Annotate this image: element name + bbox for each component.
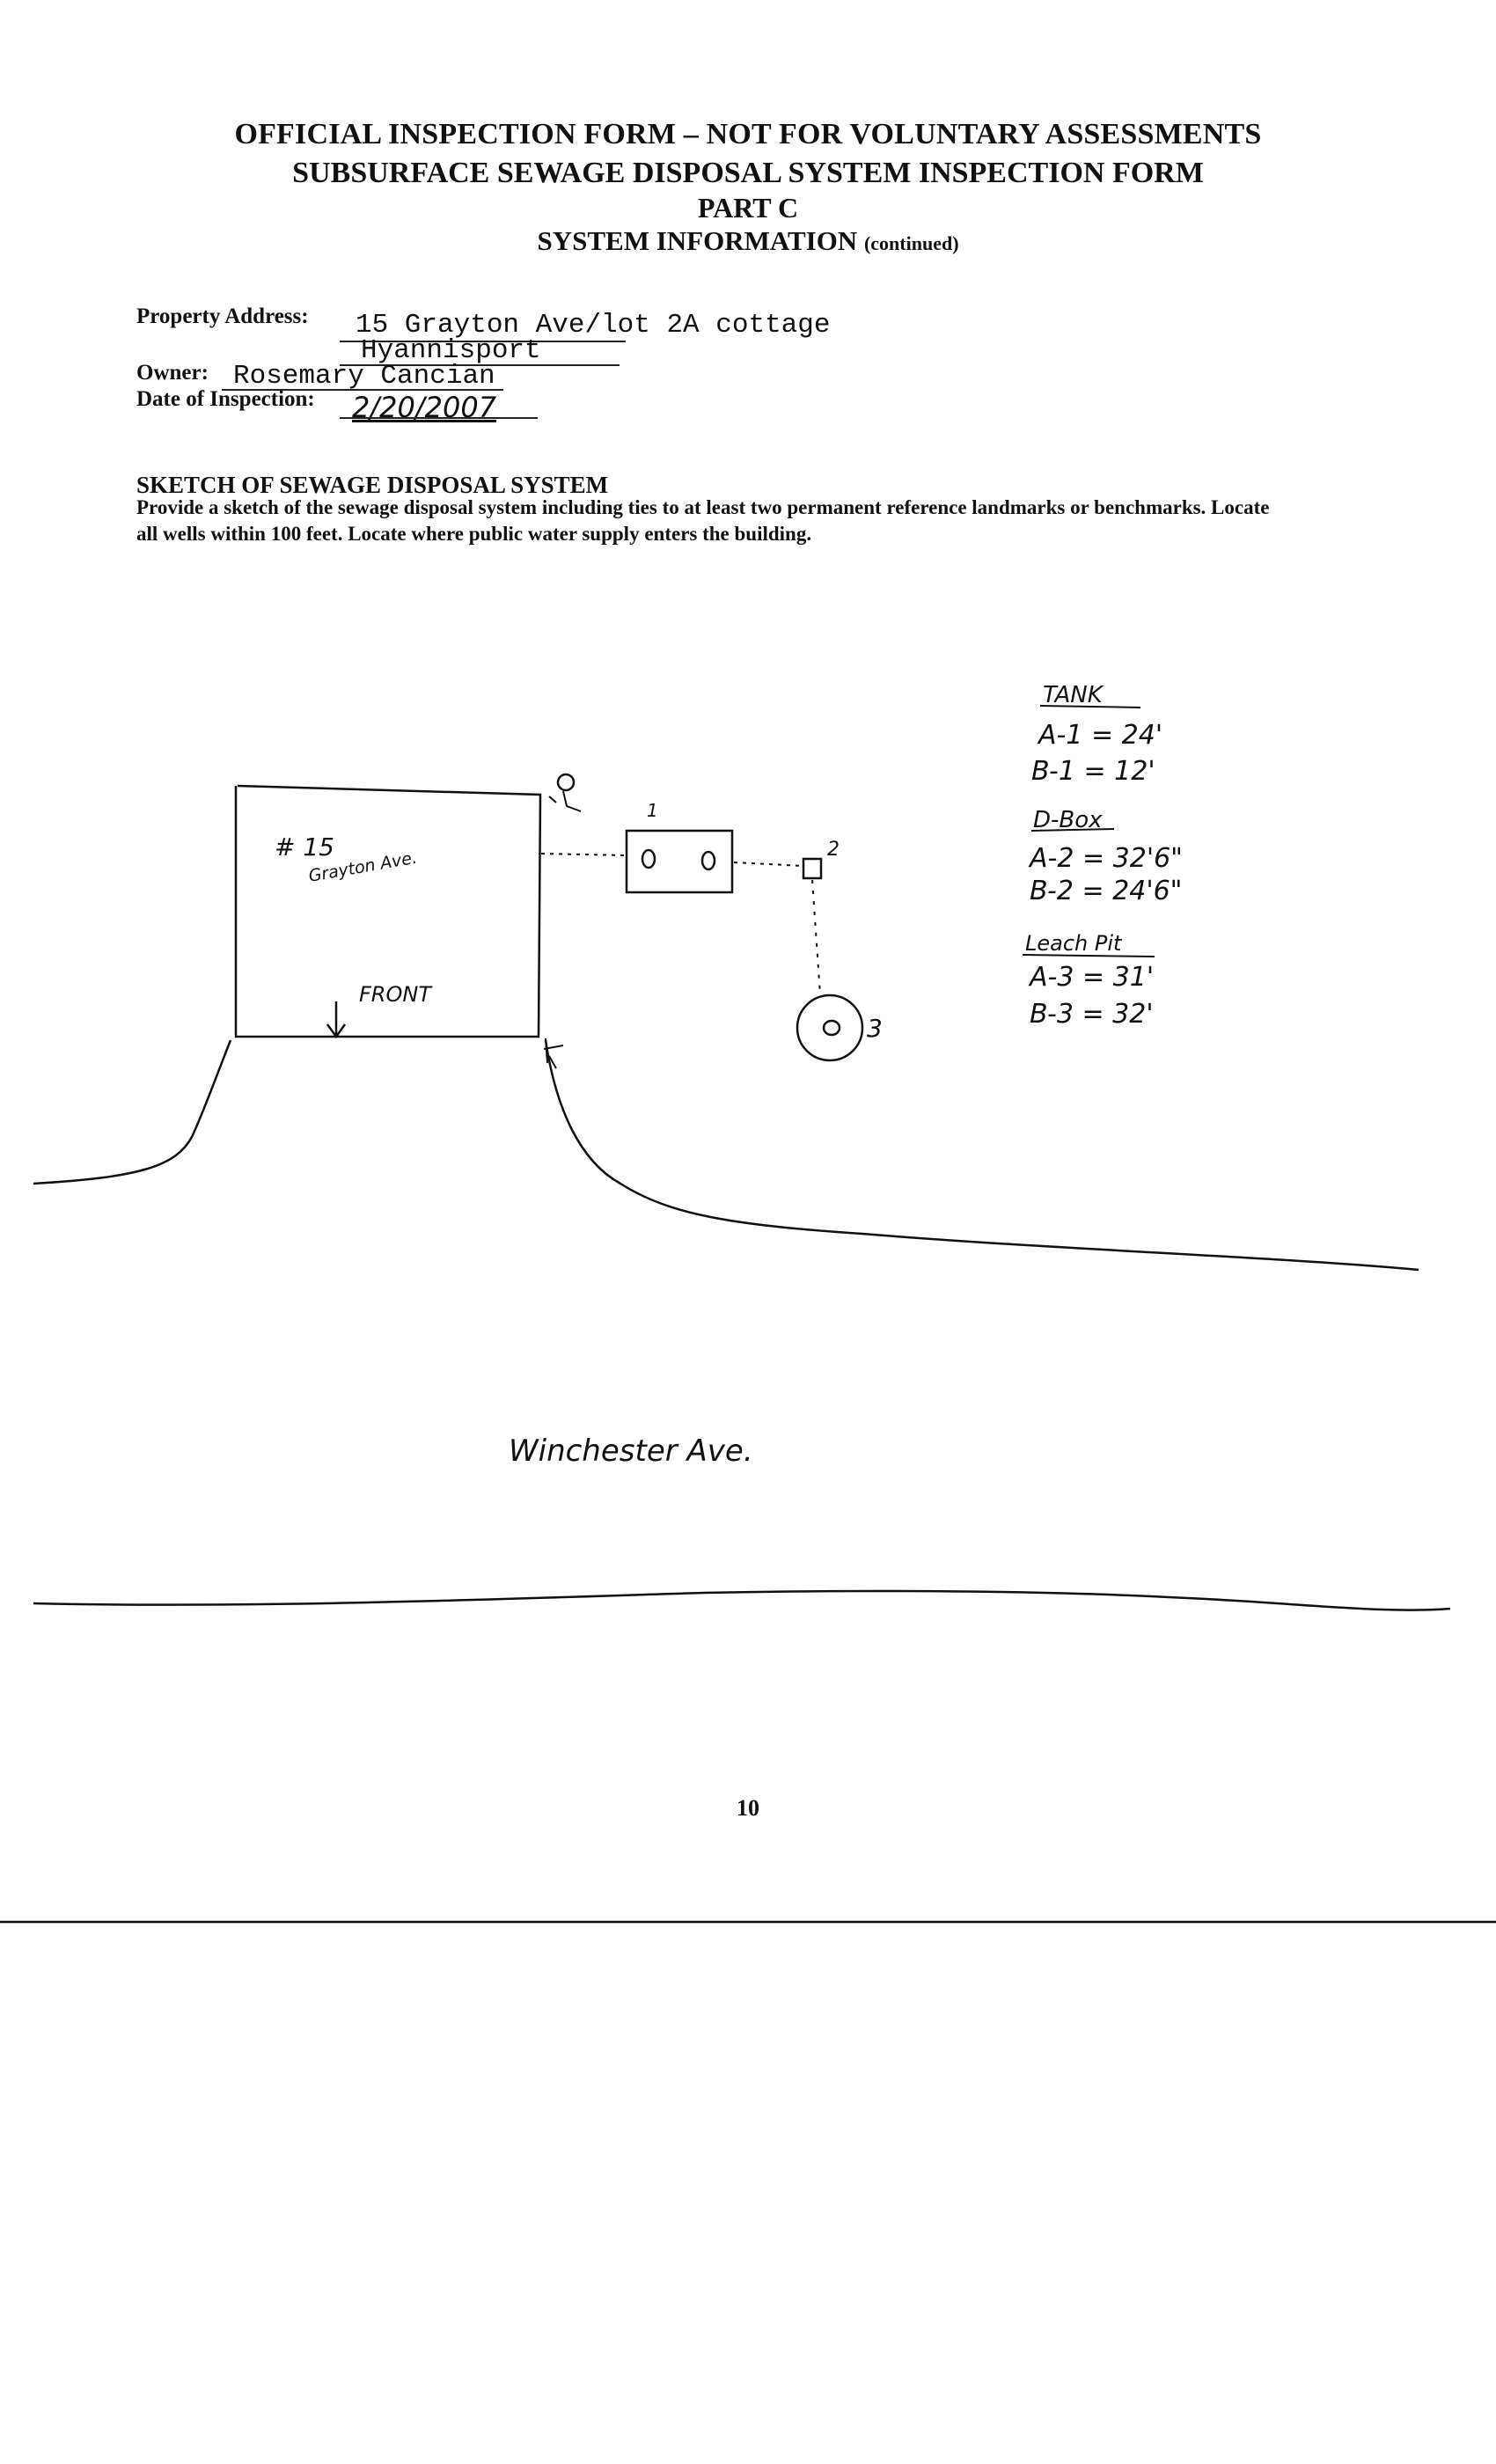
form-part: PART C — [697, 192, 799, 224]
owner-label: Owner: — [136, 361, 209, 385]
street-edge — [33, 1591, 1450, 1610]
legend-dbox-title: D-Box — [1033, 807, 1103, 833]
property-address-label: Property Address: — [136, 304, 309, 328]
tank-to-dbox-pipe — [734, 862, 803, 866]
leach-pit-outer — [797, 995, 862, 1060]
tank-number-marker: 1 — [647, 800, 658, 821]
leach-pit-inner — [824, 1021, 840, 1035]
leach-number-marker: 3 — [867, 1014, 883, 1043]
date-of-inspection-value: 2/20/2007 — [352, 391, 497, 424]
legend-tank-b: B-1 = 12' — [1031, 756, 1155, 787]
landmark-a-tick — [549, 791, 581, 811]
section-heading-suffix: (continued) — [863, 232, 959, 254]
legend-dbox-a: A-2 = 32'6" — [1030, 843, 1183, 874]
driveway-left-edge — [33, 1040, 231, 1184]
house-street-label: Grayton Ave. — [307, 847, 419, 886]
tank-outlet-port — [702, 852, 715, 869]
front-arrow-icon — [327, 1001, 345, 1037]
legend-dbox-b: B-2 = 24'6" — [1030, 876, 1183, 906]
form-title-subsurface: SUBSURFACE SEWAGE DISPOSAL SYSTEM INSPECTION FORM — [292, 157, 1204, 189]
legend-tank-title: TANK — [1043, 682, 1103, 708]
house-number-label: # 15 — [275, 832, 334, 862]
house-to-tank-pipe — [541, 854, 627, 855]
form-title-official: OFFICIAL INSPECTION FORM – NOT FOR VOLUNTARY ASSESSMENTS — [234, 118, 1262, 150]
tank-inlet-port — [642, 850, 655, 868]
property-address-line1: 15 Grayton Ave/lot 2A cottage — [356, 310, 831, 341]
sketch-section-instructions: Provide a sketch of the sewage disposal system including ties to at least two permanent reference landmarks or benchmarks. Locate all wells within 100 feet. Locate where public water supply enters the building. — [136, 496, 1270, 545]
page-number: 10 — [737, 1795, 759, 1821]
property-address-line2: Hyannisport — [361, 335, 541, 366]
legend-leach-b: B-3 = 32' — [1030, 999, 1154, 1030]
dbox-number-marker: 2 — [827, 839, 840, 861]
legend-leach-title: Leach Pit — [1025, 931, 1122, 956]
distribution-box — [803, 859, 821, 878]
section-heading-text: SYSTEM INFORMATION — [537, 225, 858, 256]
winchester-ave-label: Winchester Ave. — [509, 1434, 753, 1469]
owner-value: Rosemary Cancian — [233, 361, 495, 392]
legend-leach-a: A-3 = 31' — [1030, 962, 1155, 993]
dbox-to-leach-pipe — [812, 880, 820, 994]
legend-tank-a: A-1 = 24' — [1038, 720, 1163, 751]
driveway-right-edge — [546, 1040, 1419, 1270]
front-label: FRONT — [359, 982, 431, 1007]
sketch-section-title: SKETCH OF SEWAGE DISPOSAL SYSTEM — [136, 472, 609, 498]
date-of-inspection-label: Date of Inspection: — [136, 387, 315, 411]
landmark-a-marker — [558, 774, 574, 790]
